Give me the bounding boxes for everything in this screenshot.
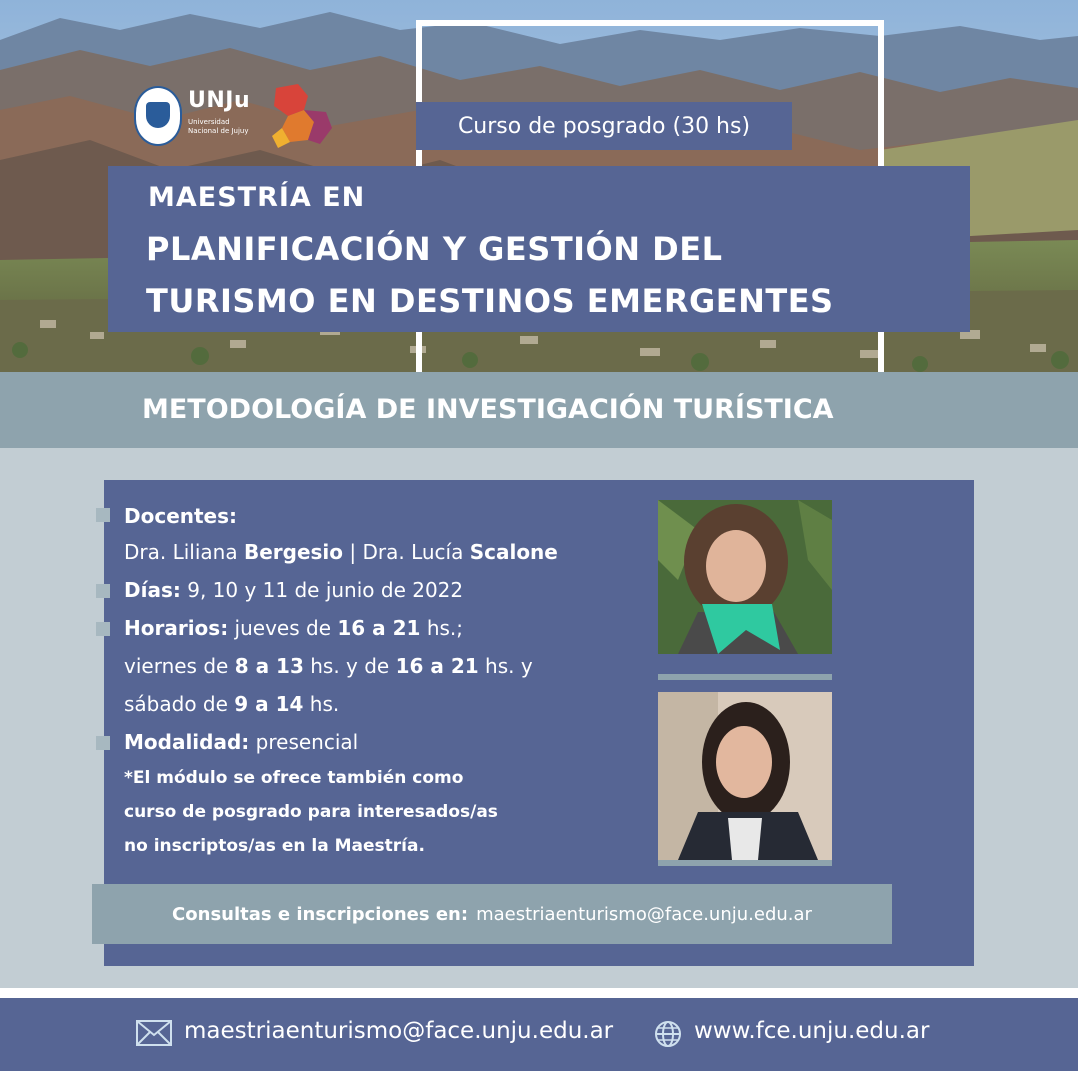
consultation-label: Consultas e inscripciones en: <box>172 903 469 925</box>
bullet-dias <box>96 584 110 598</box>
dias-label: Días: <box>124 578 181 602</box>
program-title-prefix: MAESTRÍA EN <box>148 182 366 213</box>
dias-row <box>124 578 463 602</box>
footer <box>0 998 1078 1071</box>
module-title: METODOLOGÍA DE INVESTIGACIÓN TURÍSTICA <box>142 394 834 425</box>
footer-email[interactable]: maestriaenturismo@face.unju.edu.ar <box>184 1018 614 1044</box>
horarios-row-2 <box>124 654 533 678</box>
unju-logo-subtitle: Universidad Nacional de Jujuy <box>188 118 249 135</box>
bullet-docentes <box>96 508 110 522</box>
docente-2-photo <box>658 692 832 860</box>
horarios-text: sábado de <box>124 692 235 716</box>
horarios-row-3 <box>124 692 339 716</box>
horarios-text: jueves de <box>228 616 338 640</box>
docente-2-surname: Scalone <box>469 540 558 564</box>
docentes-separator: | Dra. Lucía <box>343 540 470 564</box>
note-line-3: no inscriptos/as en la Maestría. <box>124 836 425 856</box>
docentes-label-text: Docentes: <box>124 504 238 528</box>
horarios-hours: 9 a 14 <box>234 692 304 716</box>
unju-logo-name: UNJu <box>188 88 251 113</box>
modalidad-label: Modalidad: <box>124 730 250 754</box>
photo-1-caption-bar <box>658 674 832 680</box>
docente-1-prefix: Dra. Liliana <box>124 540 244 564</box>
horarios-text: hs. y de <box>303 654 396 678</box>
horarios-label: Horarios: <box>124 616 229 640</box>
consultation-bar <box>92 884 892 944</box>
program-title-block <box>108 166 970 332</box>
course-tag: Curso de posgrado (30 hs) <box>416 102 792 150</box>
docentes-label <box>124 504 237 528</box>
horarios-hours: 8 a 13 <box>234 654 304 678</box>
modalidad-value: presencial <box>249 730 359 754</box>
program-title-line-1: PLANIFICACIÓN Y GESTIÓN DEL <box>146 230 723 268</box>
footer-website[interactable]: www.fce.unju.edu.ar <box>694 1018 930 1044</box>
horarios-text: hs. <box>303 692 340 716</box>
module-band <box>0 372 1078 448</box>
horarios-text: viernes de <box>124 654 235 678</box>
note-line-2: curso de posgrado para interesados/as <box>124 802 498 822</box>
program-title-line-2: TURISMO EN DESTINOS EMERGENTES <box>146 282 834 320</box>
unju-logo <box>134 86 254 150</box>
bullet-horarios <box>96 622 110 636</box>
horarios-row-1 <box>124 616 463 640</box>
divider <box>0 988 1078 998</box>
envelope-icon <box>136 1020 172 1046</box>
horarios-hours: 16 a 21 <box>395 654 479 678</box>
horarios-text: hs. y <box>478 654 533 678</box>
unju-seal-icon <box>134 86 182 146</box>
bullet-modalidad <box>96 736 110 750</box>
horarios-text: hs.; <box>420 616 464 640</box>
docente-1-photo <box>658 500 832 654</box>
fce-logo <box>268 82 336 152</box>
modalidad-row <box>124 730 358 754</box>
note-line-1: *El módulo se ofrece también como <box>124 768 464 788</box>
horarios-hours: 16 a 21 <box>337 616 421 640</box>
docente-1-surname: Bergesio <box>243 540 344 564</box>
globe-icon <box>654 1020 682 1048</box>
consultation-email[interactable]: maestriaenturismo@face.unju.edu.ar <box>476 903 812 925</box>
photo-2-caption-bar <box>658 860 832 866</box>
docentes-names <box>124 540 558 564</box>
dias-value: 9, 10 y 11 de junio de 2022 <box>180 578 464 602</box>
